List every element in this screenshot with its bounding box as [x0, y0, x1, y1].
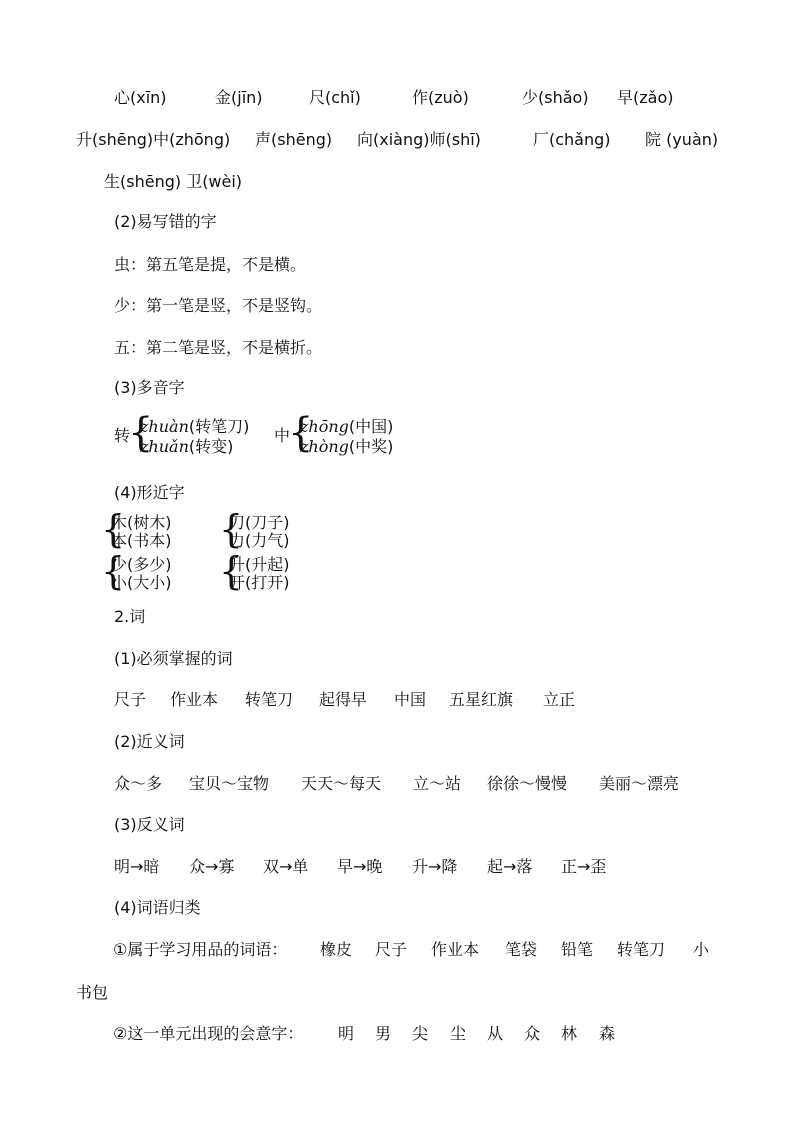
antonym-pair: 众→寡 [189, 857, 235, 876]
synonym-pair: 众～多 [114, 774, 163, 793]
classification-label: ①属于学习用品的词语： [113, 940, 288, 959]
polyphone-char: 中 [274, 426, 291, 445]
word-item: 森 [599, 1024, 616, 1043]
antonym-pair: 起→落 [487, 857, 533, 876]
polyphone-char: 转 [114, 426, 131, 445]
similar-char: 升(升起) [229, 555, 290, 574]
brace-icon: { [128, 410, 154, 456]
polyphone-reading: zhuàn(转笔刀) [140, 417, 250, 436]
word-item: 从 [487, 1024, 504, 1043]
word-item: 转笔刀 [617, 940, 666, 959]
antonym-pair: 早→晚 [337, 857, 383, 876]
word-item: 橡皮 [320, 940, 353, 959]
brace-icon: { [101, 507, 126, 551]
pinyin-word: 厂(chǎng) [533, 130, 611, 149]
antonym-pair: 双→单 [263, 857, 309, 876]
antonym-pair: 明→暗 [114, 857, 160, 876]
word-item: 起得早 [319, 690, 368, 709]
section-heading-synonyms: (2)近义词 [114, 732, 185, 751]
error-char-note: 少：第一笔是竖，不是竖钩。 [114, 296, 323, 315]
synonym-pair: 徐徐～慢慢 [487, 774, 568, 793]
section-heading-word-classification: (4)词语归类 [114, 898, 201, 917]
brace-icon: { [288, 410, 314, 456]
classification-label: ②这一单元出现的会意字： [113, 1024, 304, 1043]
similar-char: 刀(刀子) [229, 513, 290, 532]
word-item: 尺子 [375, 940, 408, 959]
word-item: 明 [338, 1024, 355, 1043]
antonym-pair: 正→歪 [561, 857, 607, 876]
pinyin-word: 向(xiàng)师(shī) [357, 130, 481, 149]
word-item: 小 [693, 940, 710, 959]
word-item: 尖 [412, 1024, 429, 1043]
pinyin-word: 声(shēng) [255, 130, 333, 149]
brace-icon: { [101, 549, 126, 593]
pinyin-word: 院 (yuàn) [645, 130, 719, 149]
word-item: 男 [375, 1024, 392, 1043]
pinyin-word: 心(xīn) [114, 88, 167, 107]
section-heading-error-chars: (2)易写错的字 [114, 212, 217, 231]
error-char-note: 虫：第五笔是提，不是横。 [114, 255, 307, 274]
word-item: 书包 [76, 983, 109, 1002]
word-item: 作业本 [170, 690, 219, 709]
antonym-pair: 升→降 [412, 857, 458, 876]
polyphone-reading: zhòng(中奖) [300, 437, 394, 456]
brace-icon: { [219, 507, 244, 551]
pinyin-word: 少(shǎo) [522, 88, 589, 107]
section-heading-polyphones: (3)多音字 [114, 378, 185, 397]
word-item: 作业本 [431, 940, 480, 959]
similar-char: 本(书本) [111, 531, 172, 550]
synonym-pair: 美丽～漂亮 [599, 774, 680, 793]
section-heading-must-words: (1)必须掌握的词 [114, 649, 233, 668]
word-item: 铅笔 [561, 940, 594, 959]
section-heading-similar-chars: (4)形近字 [114, 483, 185, 502]
word-item: 尘 [450, 1024, 467, 1043]
pinyin-word: 金(jīn) [215, 88, 263, 107]
synonym-pair: 宝贝～宝物 [189, 774, 270, 793]
polyphone-reading: zhōng(中国) [300, 417, 394, 436]
word-item: 五星红旗 [449, 690, 514, 709]
word-item: 笔袋 [505, 940, 538, 959]
pinyin-word: 升(shēng)中(zhōng) [76, 130, 231, 149]
section-heading-antonyms: (3)反义词 [114, 815, 185, 834]
word-item: 众 [524, 1024, 541, 1043]
similar-char: 木(树木) [111, 513, 172, 532]
word-item: 尺子 [114, 690, 147, 709]
synonym-pair: 立～站 [413, 774, 462, 793]
similar-char: 小(大小) [111, 573, 172, 592]
error-char-note: 五：第二笔是竖，不是横折。 [114, 338, 323, 357]
pinyin-word: 生(shēng) 卫(wèi) [104, 172, 243, 191]
similar-char: 开(打开) [229, 573, 290, 592]
pinyin-word: 作(zuò) [412, 88, 469, 107]
pinyin-word: 尺(chǐ) [309, 88, 361, 107]
word-item: 转笔刀 [245, 690, 294, 709]
similar-char: 少(多少) [111, 555, 172, 574]
word-item: 立正 [543, 690, 576, 709]
brace-icon: { [219, 549, 244, 593]
word-item: 中国 [394, 690, 427, 709]
similar-char: 力(力气) [229, 531, 290, 550]
part-heading-words: 2.词 [114, 607, 146, 626]
polyphone-reading: zhuǎn(转变) [140, 437, 234, 456]
pinyin-word: 早(zǎo) [617, 88, 674, 107]
word-item: 林 [561, 1024, 578, 1043]
synonym-pair: 天天～每天 [301, 774, 382, 793]
